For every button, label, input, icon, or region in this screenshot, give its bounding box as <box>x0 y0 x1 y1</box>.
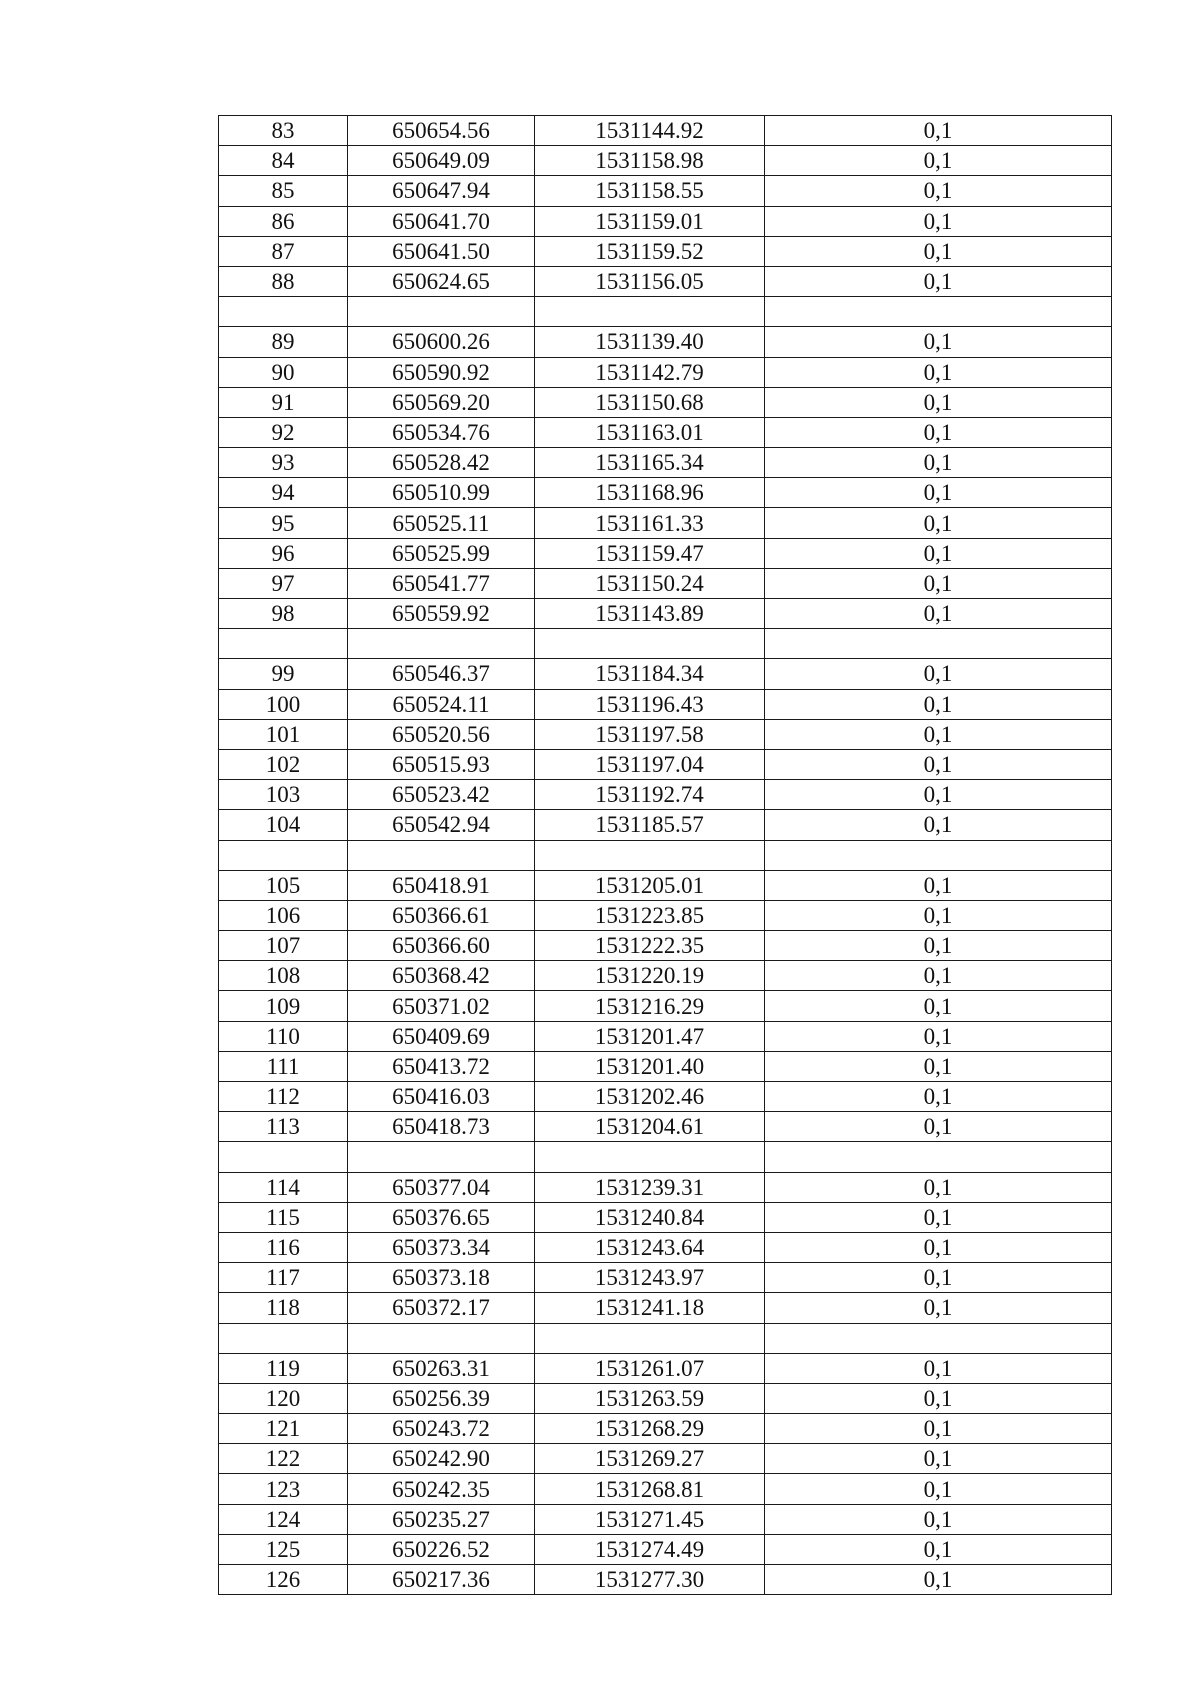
point-number-cell: 115 <box>219 1202 348 1232</box>
point-number-cell: 122 <box>219 1444 348 1474</box>
accuracy-cell: 0,1 <box>765 236 1112 266</box>
x-coordinate-cell: 650416.03 <box>348 1082 535 1112</box>
point-number-cell: 123 <box>219 1474 348 1504</box>
x-coordinate-cell: 650235.27 <box>348 1504 535 1534</box>
table-row <box>219 780 1112 810</box>
point-number-cell: 83 <box>219 116 348 146</box>
table-row <box>219 1293 1112 1323</box>
y-coordinate-cell: 1531143.89 <box>535 599 765 629</box>
y-coordinate-cell <box>535 1323 765 1353</box>
accuracy-cell: 0,1 <box>765 749 1112 779</box>
table-row <box>219 1172 1112 1202</box>
point-number-cell: 119 <box>219 1353 348 1383</box>
table-row <box>219 478 1112 508</box>
point-number-cell: 112 <box>219 1082 348 1112</box>
x-coordinate-cell: 650524.11 <box>348 689 535 719</box>
x-coordinate-cell: 650534.76 <box>348 417 535 447</box>
table-row <box>219 236 1112 266</box>
y-coordinate-cell: 1531268.81 <box>535 1474 765 1504</box>
point-number-cell: 108 <box>219 961 348 991</box>
x-coordinate-cell: 650371.02 <box>348 991 535 1021</box>
table-row <box>219 116 1112 146</box>
y-coordinate-cell: 1531243.97 <box>535 1263 765 1293</box>
y-coordinate-cell: 1531201.40 <box>535 1051 765 1081</box>
table-row <box>219 1534 1112 1564</box>
accuracy-cell: 0,1 <box>765 266 1112 296</box>
accuracy-cell: 0,1 <box>765 1021 1112 1051</box>
y-coordinate-cell: 1531202.46 <box>535 1082 765 1112</box>
accuracy-cell: 0,1 <box>765 1082 1112 1112</box>
x-coordinate-cell: 650541.77 <box>348 568 535 598</box>
table-row <box>219 508 1112 538</box>
accuracy-cell: 0,1 <box>765 1383 1112 1413</box>
x-coordinate-cell <box>348 629 535 659</box>
accuracy-cell: 0,1 <box>765 1534 1112 1564</box>
x-coordinate-cell: 650263.31 <box>348 1353 535 1383</box>
point-number-cell: 94 <box>219 478 348 508</box>
point-number-cell <box>219 297 348 327</box>
point-number-cell: 100 <box>219 689 348 719</box>
y-coordinate-cell: 1531163.01 <box>535 417 765 447</box>
table-row <box>219 1232 1112 1262</box>
accuracy-cell: 0,1 <box>765 448 1112 478</box>
y-coordinate-cell: 1531261.07 <box>535 1353 765 1383</box>
y-coordinate-cell: 1531197.04 <box>535 749 765 779</box>
accuracy-cell: 0,1 <box>765 1474 1112 1504</box>
accuracy-cell: 0,1 <box>765 870 1112 900</box>
x-coordinate-cell <box>348 840 535 870</box>
table-row <box>219 1444 1112 1474</box>
x-coordinate-cell <box>348 297 535 327</box>
point-number-cell: 125 <box>219 1534 348 1564</box>
x-coordinate-cell: 650525.11 <box>348 508 535 538</box>
accuracy-cell: 0,1 <box>765 1504 1112 1534</box>
y-coordinate-cell <box>535 840 765 870</box>
y-coordinate-cell: 1531144.92 <box>535 116 765 146</box>
table-row <box>219 417 1112 447</box>
y-coordinate-cell: 1531156.05 <box>535 266 765 296</box>
point-number-cell <box>219 1142 348 1172</box>
accuracy-cell: 0,1 <box>765 961 1112 991</box>
x-coordinate-cell: 650523.42 <box>348 780 535 810</box>
y-coordinate-cell: 1531243.64 <box>535 1232 765 1262</box>
accuracy-cell: 0,1 <box>765 568 1112 598</box>
table-row <box>219 719 1112 749</box>
accuracy-cell: 0,1 <box>765 1414 1112 1444</box>
table-row <box>219 146 1112 176</box>
x-coordinate-cell: 650226.52 <box>348 1534 535 1564</box>
point-number-cell: 105 <box>219 870 348 900</box>
table-row <box>219 387 1112 417</box>
y-coordinate-cell: 1531161.33 <box>535 508 765 538</box>
x-coordinate-cell: 650590.92 <box>348 357 535 387</box>
y-coordinate-cell: 1531204.61 <box>535 1112 765 1142</box>
accuracy-cell: 0,1 <box>765 478 1112 508</box>
x-coordinate-cell <box>348 1142 535 1172</box>
y-coordinate-cell: 1531268.29 <box>535 1414 765 1444</box>
table-separator-row <box>219 840 1112 870</box>
point-number-cell <box>219 1323 348 1353</box>
y-coordinate-cell: 1531196.43 <box>535 689 765 719</box>
point-number-cell: 113 <box>219 1112 348 1142</box>
x-coordinate-cell: 650600.26 <box>348 327 535 357</box>
y-coordinate-cell: 1531168.96 <box>535 478 765 508</box>
point-number-cell <box>219 629 348 659</box>
accuracy-cell <box>765 1142 1112 1172</box>
accuracy-cell: 0,1 <box>765 599 1112 629</box>
accuracy-cell: 0,1 <box>765 508 1112 538</box>
accuracy-cell: 0,1 <box>765 1232 1112 1262</box>
y-coordinate-cell: 1531239.31 <box>535 1172 765 1202</box>
point-number-cell: 97 <box>219 568 348 598</box>
table-row <box>219 176 1112 206</box>
point-number-cell: 124 <box>219 1504 348 1534</box>
accuracy-cell: 0,1 <box>765 991 1112 1021</box>
x-coordinate-cell: 650377.04 <box>348 1172 535 1202</box>
y-coordinate-cell: 1531271.45 <box>535 1504 765 1534</box>
accuracy-cell: 0,1 <box>765 538 1112 568</box>
y-coordinate-cell: 1531184.34 <box>535 659 765 689</box>
table-row <box>219 870 1112 900</box>
x-coordinate-cell: 650559.92 <box>348 599 535 629</box>
x-coordinate-cell: 650413.72 <box>348 1051 535 1081</box>
coordinates-table <box>218 115 1112 1595</box>
y-coordinate-cell: 1531185.57 <box>535 810 765 840</box>
accuracy-cell <box>765 629 1112 659</box>
y-coordinate-cell: 1531192.74 <box>535 780 765 810</box>
x-coordinate-cell: 650418.73 <box>348 1112 535 1142</box>
table-row <box>219 599 1112 629</box>
point-number-cell: 101 <box>219 719 348 749</box>
point-number-cell: 95 <box>219 508 348 538</box>
table-row <box>219 1021 1112 1051</box>
y-coordinate-cell: 1531197.58 <box>535 719 765 749</box>
table-separator-row <box>219 297 1112 327</box>
table-separator-row <box>219 1142 1112 1172</box>
table-row <box>219 1082 1112 1112</box>
accuracy-cell <box>765 840 1112 870</box>
point-number-cell: 126 <box>219 1565 348 1595</box>
table-separator-row <box>219 629 1112 659</box>
x-coordinate-cell: 650641.50 <box>348 236 535 266</box>
table-row <box>219 448 1112 478</box>
accuracy-cell: 0,1 <box>765 900 1112 930</box>
accuracy-cell: 0,1 <box>765 357 1112 387</box>
accuracy-cell: 0,1 <box>765 689 1112 719</box>
accuracy-cell: 0,1 <box>765 387 1112 417</box>
y-coordinate-cell: 1531223.85 <box>535 900 765 930</box>
x-coordinate-cell: 650242.90 <box>348 1444 535 1474</box>
point-number-cell: 116 <box>219 1232 348 1262</box>
accuracy-cell: 0,1 <box>765 327 1112 357</box>
table-row <box>219 961 1112 991</box>
x-coordinate-cell: 650510.99 <box>348 478 535 508</box>
point-number-cell: 89 <box>219 327 348 357</box>
y-coordinate-cell: 1531159.47 <box>535 538 765 568</box>
y-coordinate-cell: 1531142.79 <box>535 357 765 387</box>
y-coordinate-cell: 1531150.68 <box>535 387 765 417</box>
x-coordinate-cell: 650366.60 <box>348 931 535 961</box>
y-coordinate-cell: 1531222.35 <box>535 931 765 961</box>
y-coordinate-cell: 1531277.30 <box>535 1565 765 1595</box>
x-coordinate-cell: 650242.35 <box>348 1474 535 1504</box>
table-row <box>219 1051 1112 1081</box>
y-coordinate-cell: 1531159.52 <box>535 236 765 266</box>
x-coordinate-cell: 650641.70 <box>348 206 535 236</box>
accuracy-cell: 0,1 <box>765 1202 1112 1232</box>
x-coordinate-cell: 650217.36 <box>348 1565 535 1595</box>
x-coordinate-cell: 650372.17 <box>348 1293 535 1323</box>
y-coordinate-cell <box>535 1142 765 1172</box>
table-row <box>219 991 1112 1021</box>
x-coordinate-cell: 650366.61 <box>348 900 535 930</box>
x-coordinate-cell: 650376.65 <box>348 1202 535 1232</box>
table-row <box>219 206 1112 236</box>
y-coordinate-cell: 1531269.27 <box>535 1444 765 1474</box>
accuracy-cell: 0,1 <box>765 719 1112 749</box>
x-coordinate-cell: 650649.09 <box>348 146 535 176</box>
table-row <box>219 1353 1112 1383</box>
table-row <box>219 327 1112 357</box>
x-coordinate-cell: 650256.39 <box>348 1383 535 1413</box>
accuracy-cell: 0,1 <box>765 1112 1112 1142</box>
x-coordinate-cell: 650515.93 <box>348 749 535 779</box>
point-number-cell: 111 <box>219 1051 348 1081</box>
x-coordinate-cell: 650528.42 <box>348 448 535 478</box>
table-row <box>219 1263 1112 1293</box>
x-coordinate-cell: 650542.94 <box>348 810 535 840</box>
point-number-cell: 88 <box>219 266 348 296</box>
x-coordinate-cell: 650418.91 <box>348 870 535 900</box>
x-coordinate-cell: 650409.69 <box>348 1021 535 1051</box>
y-coordinate-cell: 1531158.98 <box>535 146 765 176</box>
accuracy-cell: 0,1 <box>765 176 1112 206</box>
point-number-cell: 110 <box>219 1021 348 1051</box>
point-number-cell <box>219 840 348 870</box>
y-coordinate-cell: 1531263.59 <box>535 1383 765 1413</box>
table-row <box>219 689 1112 719</box>
point-number-cell: 93 <box>219 448 348 478</box>
accuracy-cell: 0,1 <box>765 116 1112 146</box>
table-row <box>219 1414 1112 1444</box>
point-number-cell: 104 <box>219 810 348 840</box>
accuracy-cell: 0,1 <box>765 206 1112 236</box>
point-number-cell: 85 <box>219 176 348 206</box>
x-coordinate-cell: 650243.72 <box>348 1414 535 1444</box>
point-number-cell: 109 <box>219 991 348 1021</box>
point-number-cell: 121 <box>219 1414 348 1444</box>
table-separator-row <box>219 1323 1112 1353</box>
y-coordinate-cell: 1531158.55 <box>535 176 765 206</box>
accuracy-cell: 0,1 <box>765 1353 1112 1383</box>
point-number-cell: 98 <box>219 599 348 629</box>
accuracy-cell: 0,1 <box>765 417 1112 447</box>
point-number-cell: 86 <box>219 206 348 236</box>
accuracy-cell <box>765 1323 1112 1353</box>
x-coordinate-cell: 650368.42 <box>348 961 535 991</box>
point-number-cell: 114 <box>219 1172 348 1202</box>
y-coordinate-cell: 1531216.29 <box>535 991 765 1021</box>
x-coordinate-cell <box>348 1323 535 1353</box>
point-number-cell: 96 <box>219 538 348 568</box>
accuracy-cell: 0,1 <box>765 1565 1112 1595</box>
y-coordinate-cell: 1531165.34 <box>535 448 765 478</box>
y-coordinate-cell: 1531150.24 <box>535 568 765 598</box>
table-row <box>219 1565 1112 1595</box>
accuracy-cell: 0,1 <box>765 146 1112 176</box>
accuracy-cell: 0,1 <box>765 1263 1112 1293</box>
y-coordinate-cell: 1531240.84 <box>535 1202 765 1232</box>
table-row <box>219 1474 1112 1504</box>
x-coordinate-cell: 650654.56 <box>348 116 535 146</box>
point-number-cell: 87 <box>219 236 348 266</box>
y-coordinate-cell: 1531159.01 <box>535 206 765 236</box>
y-coordinate-cell: 1531220.19 <box>535 961 765 991</box>
x-coordinate-cell: 650647.94 <box>348 176 535 206</box>
y-coordinate-cell: 1531205.01 <box>535 870 765 900</box>
accuracy-cell: 0,1 <box>765 1051 1112 1081</box>
accuracy-cell: 0,1 <box>765 810 1112 840</box>
x-coordinate-cell: 650373.18 <box>348 1263 535 1293</box>
coordinates-table-body <box>219 116 1112 1595</box>
accuracy-cell: 0,1 <box>765 1444 1112 1474</box>
y-coordinate-cell: 1531274.49 <box>535 1534 765 1564</box>
point-number-cell: 92 <box>219 417 348 447</box>
point-number-cell: 117 <box>219 1263 348 1293</box>
table-row <box>219 538 1112 568</box>
y-coordinate-cell: 1531201.47 <box>535 1021 765 1051</box>
accuracy-cell: 0,1 <box>765 1293 1112 1323</box>
point-number-cell: 91 <box>219 387 348 417</box>
y-coordinate-cell <box>535 629 765 659</box>
point-number-cell: 84 <box>219 146 348 176</box>
table-row <box>219 1383 1112 1413</box>
accuracy-cell: 0,1 <box>765 931 1112 961</box>
table-row <box>219 266 1112 296</box>
point-number-cell: 99 <box>219 659 348 689</box>
point-number-cell: 106 <box>219 900 348 930</box>
y-coordinate-cell: 1531241.18 <box>535 1293 765 1323</box>
y-coordinate-cell <box>535 297 765 327</box>
accuracy-cell: 0,1 <box>765 780 1112 810</box>
table-row <box>219 810 1112 840</box>
table-row <box>219 659 1112 689</box>
accuracy-cell: 0,1 <box>765 659 1112 689</box>
x-coordinate-cell: 650569.20 <box>348 387 535 417</box>
point-number-cell: 102 <box>219 749 348 779</box>
x-coordinate-cell: 650373.34 <box>348 1232 535 1262</box>
table-row <box>219 1504 1112 1534</box>
point-number-cell: 90 <box>219 357 348 387</box>
table-row <box>219 1202 1112 1232</box>
table-row <box>219 1112 1112 1142</box>
x-coordinate-cell: 650525.99 <box>348 538 535 568</box>
x-coordinate-cell: 650624.65 <box>348 266 535 296</box>
point-number-cell: 118 <box>219 1293 348 1323</box>
table-row <box>219 568 1112 598</box>
point-number-cell: 120 <box>219 1383 348 1413</box>
table-row <box>219 931 1112 961</box>
accuracy-cell <box>765 297 1112 327</box>
table-row <box>219 357 1112 387</box>
table-row <box>219 900 1112 930</box>
point-number-cell: 107 <box>219 931 348 961</box>
y-coordinate-cell: 1531139.40 <box>535 327 765 357</box>
x-coordinate-cell: 650520.56 <box>348 719 535 749</box>
accuracy-cell: 0,1 <box>765 1172 1112 1202</box>
x-coordinate-cell: 650546.37 <box>348 659 535 689</box>
table-row <box>219 749 1112 779</box>
point-number-cell: 103 <box>219 780 348 810</box>
